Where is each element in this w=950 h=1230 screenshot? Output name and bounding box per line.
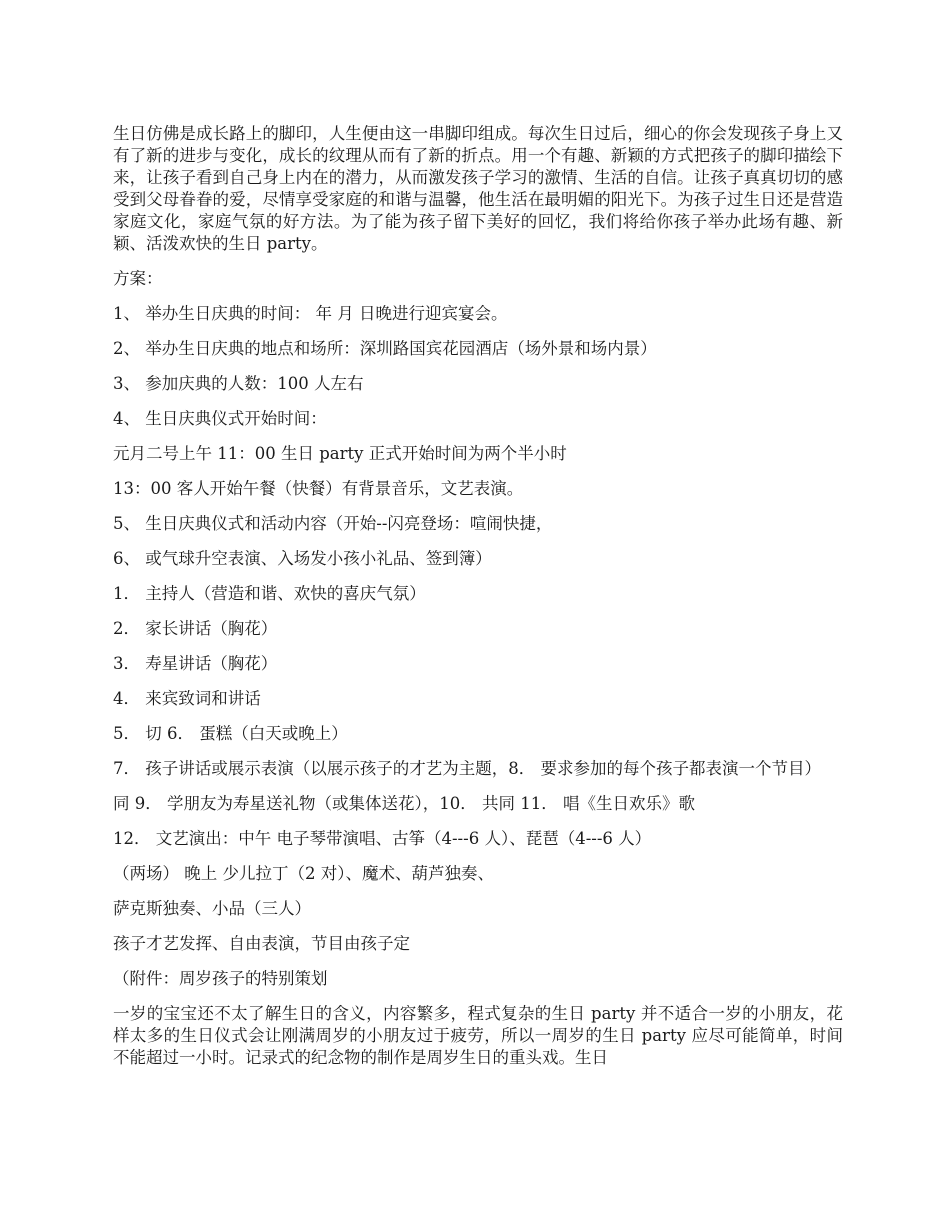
plan-item-venue: 2、 举办生日庆典的地点和场所：深圳路国宾花园酒店（场外景和场内景） xyxy=(113,339,657,358)
agenda-item-gifts-song: 同 9． 学朋友为寿星送礼物（或集体送花），10． 共同 11． 唱《生日欢乐》歌 xyxy=(113,794,695,813)
intro-paragraph: 生日仿佛是成长路上的脚印，人生便由这一串脚印组成。每次生日过后，细心的你会发现孩子身上又有了新的进步与变化，成长的纹理从而有了新的折点。用一个有趣、新颖的方式把孩子的脚印描绘下来，让孩子看到自己身上内在的潜力，从而激发孩子学习的激情、生活的自信。让孩子真真切切的感受到父母眷眷的爱，尽情享受家庭的和谐与温馨，他生活在最明媚的阳光下。为孩子过生日还是营造家庭文化，家庭气氛的好方法。为了能为孩子留下美好的回忆，我们将给你孩子举办此场有趣、新颖、活泼欢快的生日 party。 xyxy=(113,124,843,253)
agenda-item-parents: 2． 家长讲话（胸花） xyxy=(113,619,278,638)
shows-sax-line: 萨克斯独奏、小品（三人） xyxy=(113,899,311,918)
appendix-paragraph: 一岁的宝宝还不太了解生日的含义，内容繁多，程式复杂的生日 party 并不适合一岁的小朋友，花样太多的生日仪式会让刚满周岁的小朋友过于疲劳，所以一周岁的生日 party 应尽可能简单，时间不能超过一小时。记录式的纪念物的制作是周岁生日的重头戏。生日 xyxy=(113,1004,843,1067)
agenda-item-performance: 7． 孩子讲话或展示表演（以展示孩子的才艺为主题，8． 要求参加的每个孩子都表演一个节目） xyxy=(113,759,821,778)
plan-item-activities: 5、 生日庆典仪式和活动内容（开始--闪亮登场：喧闹快捷， xyxy=(113,514,553,533)
agenda-item-birthday-child: 3． 寿星讲话（胸花） xyxy=(113,654,278,673)
plan-item-time: 1、 举办生日庆典的时间： 年 月 日晚进行迎宾宴会。 xyxy=(113,304,508,323)
plan-item-start-time: 4、 生日庆典仪式开始时间： xyxy=(113,409,327,428)
agenda-item-guests: 4． 来宾致词和讲话 xyxy=(113,689,261,708)
schedule-line-start: 元月二号上午 11：00 生日 party 正式开始时间为两个半小时 xyxy=(113,444,567,463)
shows-evening-line: （两场） 晚上 少儿拉丁（2 对）、魔术、葫芦独奏、 xyxy=(113,864,494,883)
agenda-item-shows: 12． 文艺演出：中午 电子琴带演唱、古筝（4---6 人）、琵琶（4---6 人） xyxy=(113,829,652,848)
plan-heading: 方案： xyxy=(113,269,163,288)
agenda-item-cake: 5． 切 6． 蛋糕（白天或晚上） xyxy=(113,724,348,743)
document-page xyxy=(113,123,843,1082)
agenda-item-host: 1． 主持人（营造和谐、欢快的喜庆气氛） xyxy=(113,584,426,603)
appendix-heading: （附件：周岁孩子的特别策划 xyxy=(113,969,328,988)
shows-free-line: 孩子才艺发挥、自由表演，节目由孩子定 xyxy=(113,934,410,953)
plan-item-attendees: 3、 参加庆典的人数：100 人左右 xyxy=(113,374,364,393)
plan-item-balloons: 6、 或气球升空表演、入场发小孩小礼品、签到簿） xyxy=(113,549,492,568)
schedule-line-lunch: 13：00 客人开始午餐（快餐）有背景音乐，文艺表演。 xyxy=(113,479,524,498)
